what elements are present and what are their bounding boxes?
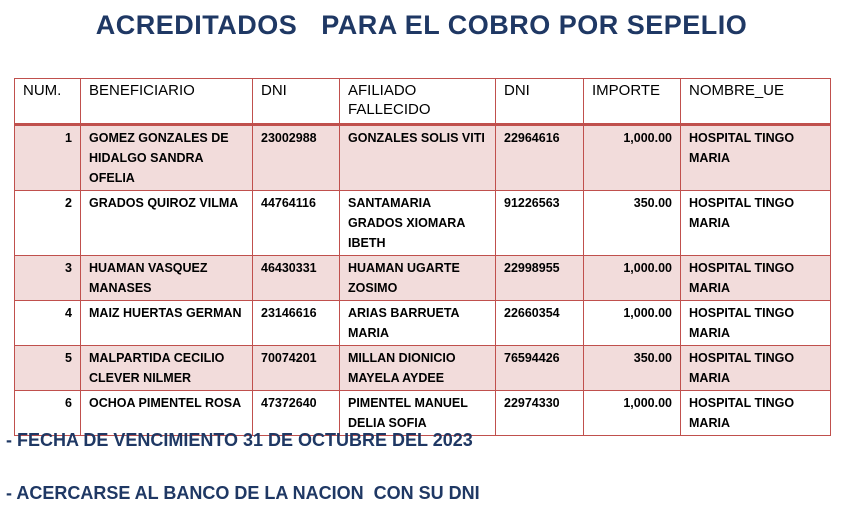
header-deceased-affiliate: AFILIADO FALLECIDO [340, 79, 496, 125]
cell-amount: 350.00 [584, 346, 681, 391]
cell-deceased-affiliate: SANTAMARIA GRADOS XIOMARA IBETH [340, 191, 496, 256]
table-row [15, 191, 831, 256]
cell-dni: 44764116 [253, 191, 340, 256]
table-row [15, 301, 831, 346]
cell-unit-name: HOSPITAL TINGO MARIA [681, 391, 831, 436]
cell-amount: 350.00 [584, 191, 681, 256]
cell-unit-name: HOSPITAL TINGO MARIA [681, 191, 831, 256]
cell-num: 1 [15, 125, 81, 191]
page-title: ACREDITADOS PARA EL COBRO POR SEPELIO [95, 10, 748, 40]
cell-beneficiary: MAIZ HUERTAS GERMAN [81, 301, 253, 346]
header-num: NUM. [15, 79, 81, 125]
cell-num: 2 [15, 191, 81, 256]
cell-num: 6 [15, 391, 81, 436]
cell-deceased-affiliate: HUAMAN UGARTE ZOSIMO [340, 256, 496, 301]
accredited-table [14, 78, 831, 436]
cell-deceased-affiliate: GONZALES SOLIS VITI [340, 125, 496, 191]
cell-amount: 1,000.00 [584, 256, 681, 301]
cell-num: 5 [15, 346, 81, 391]
cell-num: 3 [15, 256, 81, 301]
header-deceased-dni: DNI [496, 79, 584, 125]
cell-deceased-dni: 22974330 [496, 391, 584, 436]
cell-deceased-affiliate: PIMENTEL MANUEL DELIA SOFIA [340, 391, 496, 436]
cell-dni: 23002988 [253, 125, 340, 191]
table-row [15, 125, 831, 191]
cell-deceased-affiliate: MILLAN DIONICIO MAYELA AYDEE [340, 346, 496, 391]
table-header-row [15, 79, 831, 125]
cell-unit-name: HOSPITAL TINGO MARIA [681, 256, 831, 301]
cell-beneficiary: GRADOS QUIROZ VILMA [81, 191, 253, 256]
cell-beneficiary: MALPARTIDA CECILIO CLEVER NILMER [81, 346, 253, 391]
cell-dni: 46430331 [253, 256, 340, 301]
header-beneficiary: BENEFICIARIO [81, 79, 253, 125]
cell-amount: 1,000.00 [584, 301, 681, 346]
table-row [15, 391, 831, 436]
deadline-note: - FECHA DE VENCIMIENTO 31 DE OCTUBRE DEL 2023 [6, 430, 473, 450]
table-row [15, 256, 831, 301]
cell-deceased-dni: 22998955 [496, 256, 584, 301]
cell-amount: 1,000.00 [584, 125, 681, 191]
cell-deceased-affiliate: ARIAS BARRUETA MARIA [340, 301, 496, 346]
cell-dni: 47372640 [253, 391, 340, 436]
cell-deceased-dni: 91226563 [496, 191, 584, 256]
cell-beneficiary: GOMEZ GONZALES DE HIDALGO SANDRA OFELIA [81, 125, 253, 191]
cell-unit-name: HOSPITAL TINGO MARIA [681, 301, 831, 346]
cell-deceased-dni: 76594426 [496, 346, 584, 391]
cell-num: 4 [15, 301, 81, 346]
header-unit-name: NOMBRE_UE [681, 79, 831, 125]
cell-deceased-dni: 22660354 [496, 301, 584, 346]
bank-note: - ACERCARSE AL BANCO DE LA NACION CON SU DNI [6, 483, 480, 503]
header-dni: DNI [253, 79, 340, 125]
cell-amount: 1,000.00 [584, 391, 681, 436]
cell-beneficiary: OCHOA PIMENTEL ROSA [81, 391, 253, 436]
cell-dni: 70074201 [253, 346, 340, 391]
cell-unit-name: HOSPITAL TINGO MARIA [681, 125, 831, 191]
table-row [15, 346, 831, 391]
cell-beneficiary: HUAMAN VASQUEZ MANASES [81, 256, 253, 301]
header-amount: IMPORTE [584, 79, 681, 125]
cell-deceased-dni: 22964616 [496, 125, 584, 191]
cell-dni: 23146616 [253, 301, 340, 346]
cell-unit-name: HOSPITAL TINGO MARIA [681, 346, 831, 391]
